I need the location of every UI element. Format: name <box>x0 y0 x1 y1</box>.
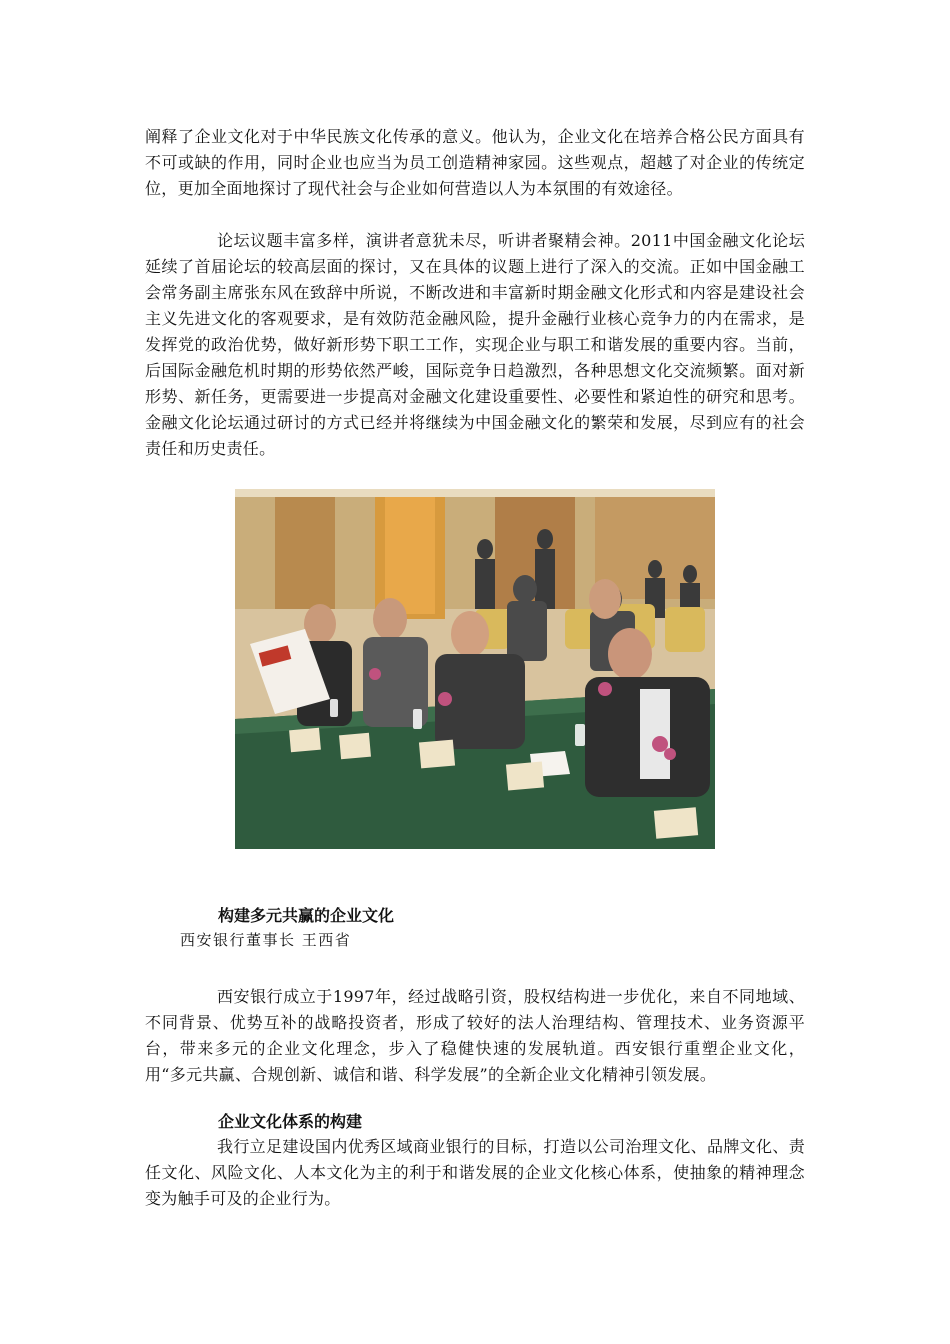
section-subheading: 企业文化体系的构建 <box>218 1112 363 1131</box>
paragraph-xian-bank: 西安银行成立于1997年，经过战略引资，股权结构进一步优化，来自不同地域、不同背景、优势互补的战略投资者，形成了较好的法人治理结构、管理技术、业务资源平台，带来多元的企业文化理念，步入了稳健快速的发展轨道。西安银行重塑企业文化，用“多元共赢、合规创新、诚信和谐、科学发展”的全新企业文化精神引领发展。 <box>145 987 805 1084</box>
paragraph-intro: 阐释了企业文化对于中华民族文化传承的意义。他认为，企业文化在培养合格公民方面具有不可或缺的作用，同时企业也应当为员工创造精神家园。这些观点，超越了对企业的传统定位，更加全面地探讨了现代社会与企业如何营造以人为本氛围的有效途径。 <box>145 127 805 198</box>
section-byline: 西安银行董事长 王西省 <box>180 931 352 949</box>
section-title: 构建多元共赢的企业文化 <box>218 906 395 925</box>
paragraph-culture-system: 我行立足建设国内优秀区域商业银行的目标，打造以公司治理文化、品牌文化、责任文化、风险文化、人本文化为主的利于和谐发展的企业文化核心体系，使抽象的精神理念变为触手可及的企业行为。 <box>145 1137 805 1208</box>
conference-photo <box>235 489 715 849</box>
paragraph-forum: 论坛议题丰富多样，演讲者意犹未尽，听讲者聚精会神。2011中国金融文化论坛延续了首届论坛的较高层面的探讨，又在具体的议题上进行了深入的交流。正如中国金融工会常务副主席张东风在致辞中所说，不断改进和丰富新时期金融文化形式和内容是建设社会主义先进文化的客观要求，是有效防范金融风险，提升金融行业核心竞争力的内在需求，是发挥党的政治优势，做好新形势下职工工作，实现企业与职工和谐发展的重要内容。当前，后国际金融危机时期的形势依然严峻，国际竞争日趋激烈，各种思想文化交流频繁。面对新形势、新任务，更需要进一步提高对金融文化建设重要性、必要性和紧迫性的研究和思考。金融文化论坛通过研讨的方式已经并将继续为中国金融文化的繁荣和发展，尽到应有的社会责任和历史责任。 <box>145 231 805 458</box>
